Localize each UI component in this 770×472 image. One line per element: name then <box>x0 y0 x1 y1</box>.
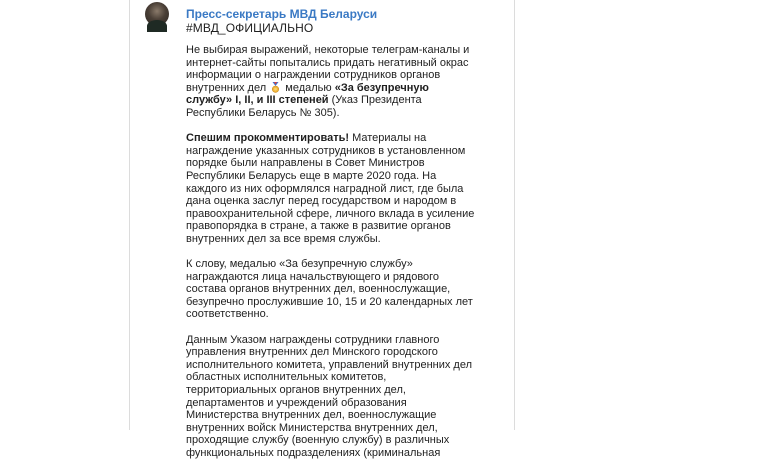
post-paragraph-1 <box>186 44 476 120</box>
channel-avatar[interactable] <box>145 2 169 26</box>
p1-text-after-bold: (Указ Президента Республики Беларусь № 305). <box>186 94 422 119</box>
p1-text-before-medal: Не выбирая выражений, некоторые телеграм-каналы и интернет-сайты попытались придать негативный окрас информации о награждении сотрудников органов внутренних дел <box>186 44 470 94</box>
medal-icon <box>271 82 280 93</box>
award-name-bold: «За безупречную службу» I, II, и III степеней <box>186 81 429 107</box>
post-body <box>186 22 476 472</box>
post-paragraph-2 <box>186 132 476 245</box>
post-paragraph-4: Данным Указом награждены сотрудники главного управления внутренних дел Минского городского исполнительного комитета, управлений внутренних дел областных исполнительных комитетов, территориальных органов внутренних дел, департаментов и учреждений образования Министерства внутренних дел, военнослужащие внутренних войск Министерства внутренних дел, проходящие службу (военную службу) в различных функциональных подразделениях (криминальная <box>186 333 473 459</box>
post-hashtag[interactable]: #МВД_ОФИЦИАЛЬНО <box>186 21 314 35</box>
channel-post <box>129 0 515 459</box>
p2-bold-lead: Спешим прокомментировать! <box>186 132 350 145</box>
post-paragraph-3: К слову, медалью «За безупречную службу» награждаются лица начальствующего и рядового состава органов внутренних дел, военнослужащие, безупречно прослужившие 10, 15 и 20 календарных лет соответственно. <box>186 258 473 321</box>
avatar-silhouette <box>147 20 167 32</box>
p1-text-after-medal: медалью <box>282 81 335 94</box>
p2-text: Материалы на награждение указанных сотрудников в установленном порядке были направлены в Совет Министров Республики Беларусь еще в марте 2020 года. На каждого из них оформлялся наградной лист, где была дана оценка заслуг перед государством и народом в правоохранительной сфере, личного вклада в усиление правопорядка в стране, а также в развитие органов внутренних дел за все время службы. <box>186 132 475 245</box>
channel-name-link[interactable]: Пресс-секретарь МВД Беларуси <box>186 7 378 21</box>
